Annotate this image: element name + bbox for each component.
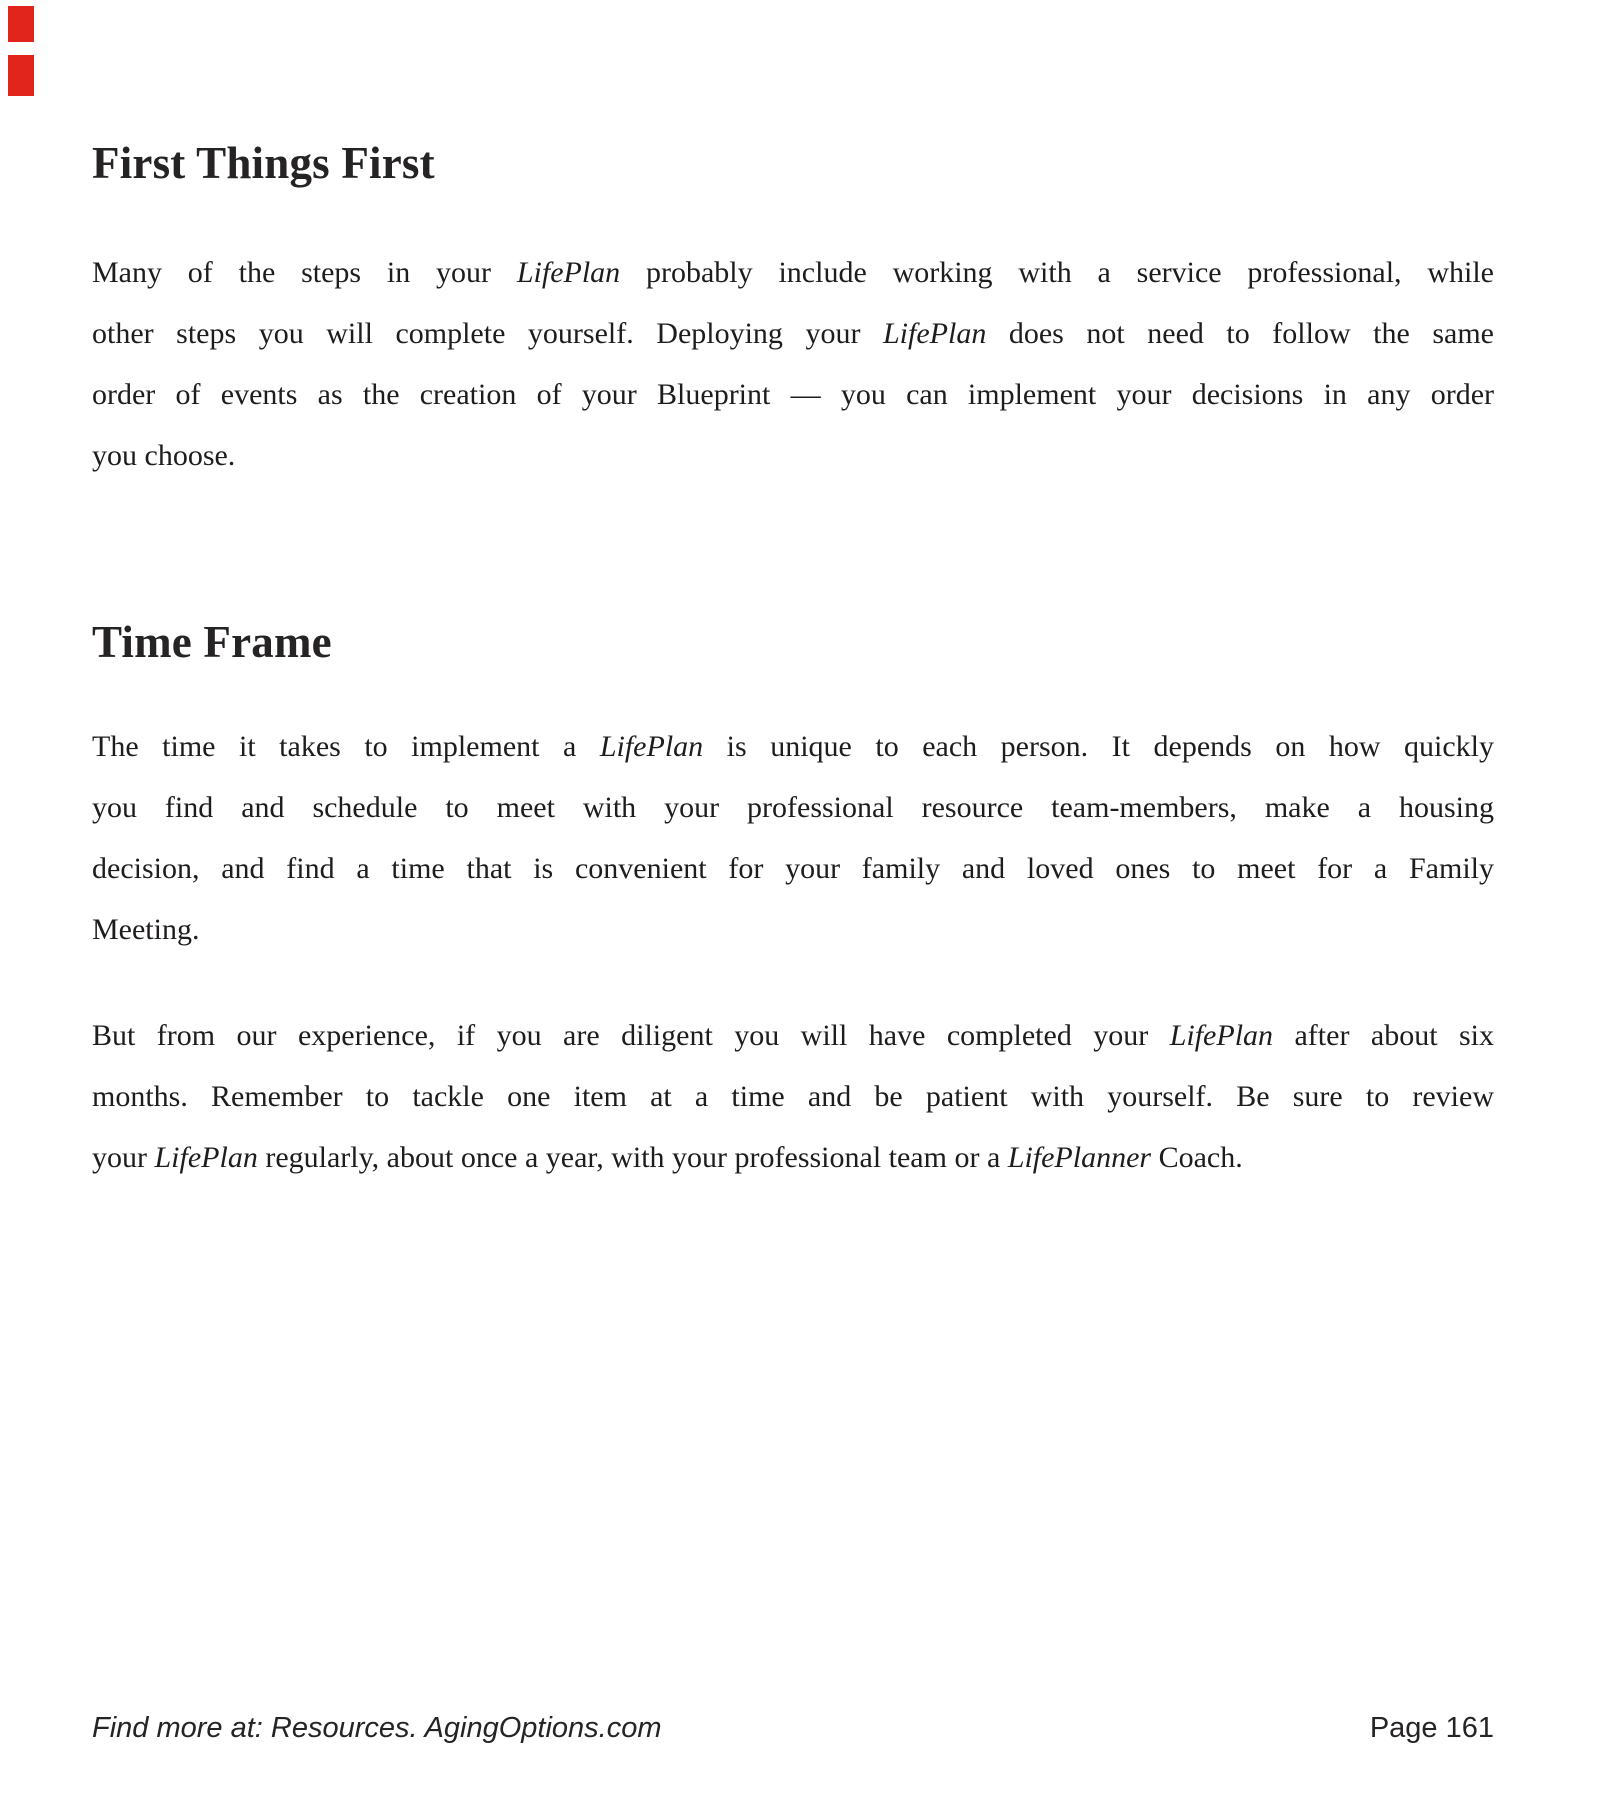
text-run: order of events as the creation of your Blueprint — you can implement your decisions in any order	[92, 378, 1494, 411]
paragraph-time-frame-2	[92, 1005, 1494, 1188]
text-run: months. Remember to tackle one item at a time and be patient with yourself. Be sure to review	[92, 1080, 1494, 1113]
text-line	[92, 777, 1494, 838]
text-line	[92, 303, 1494, 364]
red-edge-mark-bottom	[8, 55, 34, 96]
italic-term: LifePlan	[516, 256, 621, 289]
page-content	[0, 137, 1600, 1188]
italic-term: LifePlan	[599, 730, 704, 763]
text-line	[92, 242, 1494, 303]
text-run: you choose.	[92, 439, 236, 472]
text-line	[92, 364, 1494, 425]
text-run: probably include working with a service professional, while	[620, 256, 1494, 289]
text-run: Meeting.	[92, 913, 200, 946]
text-line	[92, 1066, 1494, 1127]
text-run: Many of the steps in your	[92, 256, 517, 289]
text-line	[92, 1005, 1494, 1066]
text-run: does not need to follow the same	[986, 317, 1494, 350]
text-run: decision, and find a time that is convenient for your family and loved ones to meet for a Family	[92, 852, 1494, 885]
paragraph-time-frame-1	[92, 716, 1494, 960]
footer-resources-text: Find more at: Resources. AgingOptions.com	[92, 1712, 662, 1744]
text-line	[92, 899, 1494, 960]
italic-term: LifePlan	[882, 317, 987, 350]
text-line	[92, 838, 1494, 899]
text-run: after about six	[1273, 1019, 1494, 1052]
italic-term: LifePlan	[1169, 1019, 1274, 1052]
italic-term: LifePlan	[154, 1141, 258, 1174]
text-run: other steps you will complete yourself. Deploying your	[92, 317, 883, 350]
text-line	[92, 1127, 1494, 1188]
text-run: But from our experience, if you are diligent you will have completed your	[92, 1019, 1170, 1052]
text-line	[92, 425, 1494, 486]
text-run: Coach.	[1151, 1141, 1243, 1174]
text-run: regularly, about once a year, with your professional team or a	[257, 1141, 1008, 1174]
text-run: is unique to each person. It depends on how quickly	[703, 730, 1495, 763]
text-run: The time it takes to implement a	[92, 730, 600, 763]
italic-term: LifePlanner	[1007, 1141, 1152, 1174]
text-line	[92, 716, 1494, 777]
section-heading-time-frame: Time Frame	[92, 617, 332, 667]
page-footer	[92, 1712, 1494, 1745]
text-run: your	[92, 1141, 155, 1174]
red-edge-mark-top	[8, 6, 34, 42]
page-number: Page 161	[1369, 1712, 1494, 1744]
section-heading-first-things-first: First Things First	[92, 138, 435, 188]
text-run: you find and schedule to meet with your professional resource team-members, make a housing	[92, 791, 1494, 824]
paragraph-first-things-first	[92, 242, 1494, 486]
